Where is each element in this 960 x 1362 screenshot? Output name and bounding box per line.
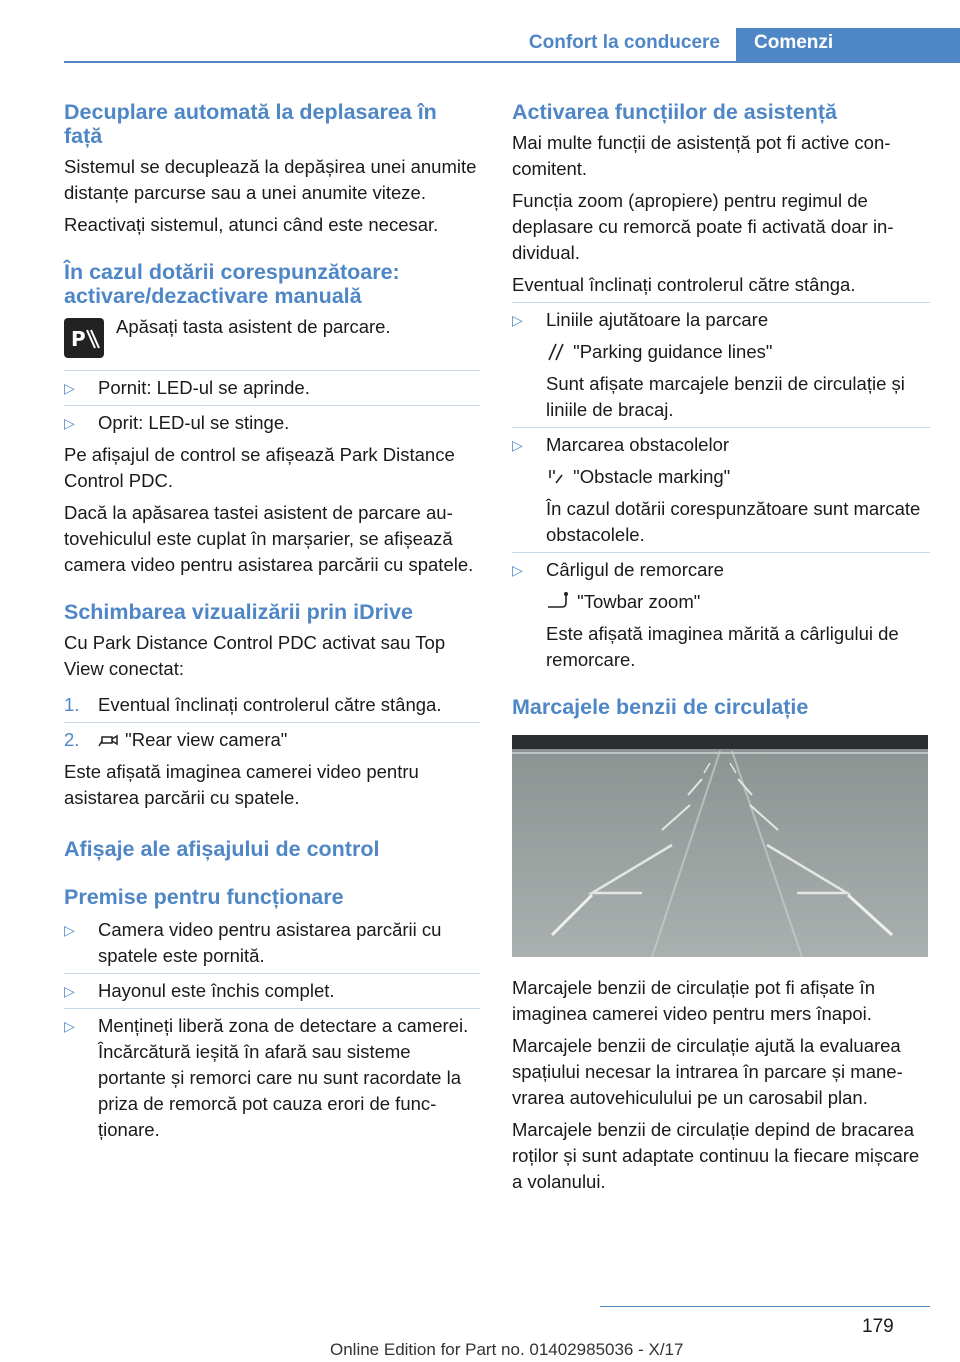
heading-control-display: Afișaje ale afișajului de control [64,837,380,861]
divider [64,405,480,406]
list-item: ▷ Liniile ajutătoare la parcare "Parking guidance lines" Sunt afișate marcajele benzii de circulație și liniile de bracaj. [512,309,905,420]
bullet-triangle-icon: ▷ [64,380,75,396]
divider [64,1008,480,1009]
header-rule [64,61,960,63]
edition-note: Online Edition for Part no. 01402985036 - X/17 [330,1340,684,1359]
parking-key-row [64,314,480,366]
header-section: Confort la conducere [528,32,720,53]
heading-auto-deactivation: Decuplare automată la deplasarea în față [64,100,437,148]
list-item: ▷ Cârligul de remorcare "Towbar zoom" Este afișată imaginea mărită a cârligului de remorcare. [512,559,899,670]
list-item: ▷ Marcarea obstacolelor "Obstacle marking" În cazul dotării corespunzătoare sunt marcate obstacolele. [512,434,921,545]
step-item: 2. "Rear view camera" [64,729,288,750]
bullet-triangle-icon: ▷ [64,983,75,999]
paragraph: Marcajele benzii de circulație depind de bracarea roților și sunt adaptate continuu la fiecare mișcare a volanului. [512,1119,920,1192]
heading-assist-functions: Activarea funcțiilor de asistență [512,100,837,124]
paragraph: Cu Park Distance Control PDC activat sau Top View conectat: [64,632,446,679]
list-item: ▷ Mențineți liberă zona de detectare a camerei. Încărcătură ieșită în afară sau sisteme portante și remorci care nu sunt racordate la priza de remorcă pot cauza erori de funcționare. [64,1015,469,1140]
bullet-triangle-icon: ▷ [512,312,523,328]
step-item: 1. Eventual înclinați controlerul către stânga. [64,694,442,715]
bullet-triangle-icon: ▷ [64,415,75,431]
divider [64,973,480,974]
bullet-triangle-icon: ▷ [64,922,75,938]
heading-lane-markings: Marcajele benzii de circulație [512,695,809,719]
divider [64,370,480,371]
paragraph: Eventual înclinați controlerul către stânga. [512,274,856,295]
paragraph: Este afișată imaginea camerei video pentru asistarea parcării cu spatele. [64,761,419,808]
list-item: ▷ Pornit: LED-ul se aprinde. [64,375,480,401]
right-column [512,100,930,1195]
paragraph: Funcția zoom (apropiere) pentru regimul de deplasare cu remorcă poate fi activată doar individual. [512,190,894,263]
left-column [64,100,480,1143]
bullet-triangle-icon: ▷ [512,437,523,453]
paragraph: Reactivați sistemul, atunci când este necesar. [64,214,439,235]
list-item: ▷ Camera video pentru asistarea parcării cu spatele este pornită. [64,919,442,966]
divider [512,552,930,553]
paragraph: Sistemul se decuplează la depășirea unei anumite distanțe parcurse sau a unei anumite viteze. [64,156,477,203]
footer-rule [600,1306,930,1307]
paragraph: Pe afișajul de control se afișează Park Distance Control PDC. [64,444,455,491]
guidance-lines-icon [546,341,568,361]
heading-manual-activation: În cazul dotării corespunzătoare: activare/dezactivare manuală [64,260,400,308]
divider [512,302,930,303]
list-item: ▷ Hayonul este închis complet. [64,978,480,1004]
page-number: 179 [862,1316,894,1337]
key-instruction: Apăsați tasta asistent de parcare. [116,316,391,337]
header-chapter: Comenzi [736,28,960,62]
svg-text:P: P [71,327,86,351]
paragraph: Mai multe funcții de asistență pot fi active concomitent. [512,132,891,179]
rear-camera-icon [98,729,120,749]
divider [512,427,930,428]
page-header [0,0,960,62]
divider [64,722,480,723]
lane-markings-camera-image [512,735,928,957]
parking-assistant-key-icon [64,318,104,358]
bullet-triangle-icon: ▷ [512,562,523,578]
bullet-triangle-icon: ▷ [64,1018,75,1034]
list-item: ▷ Oprit: LED-ul se stinge. [64,410,480,436]
heading-idrive-view: Schimbarea vizualizării prin iDrive [64,600,413,624]
paragraph: Marcajele benzii de circulație pot fi afișate în imaginea camerei video pentru mers înapoi. [512,977,875,1024]
paragraph: Marcajele benzii de circulație ajută la evaluarea spațiului necesar la intrarea în parcare și manevrarea autovehiculului pe un carosabil plan. [512,1035,903,1108]
towbar-icon [546,591,572,611]
paragraph: Dacă la apăsarea tastei asistent de parcare autovehiculul este cuplat în marșarier, se afișează camera video pentru asistarea parcării cu spatele. [64,502,474,575]
obstacle-marking-icon [546,466,568,486]
heading-prerequisites: Premise pentru funcționare [64,885,344,909]
